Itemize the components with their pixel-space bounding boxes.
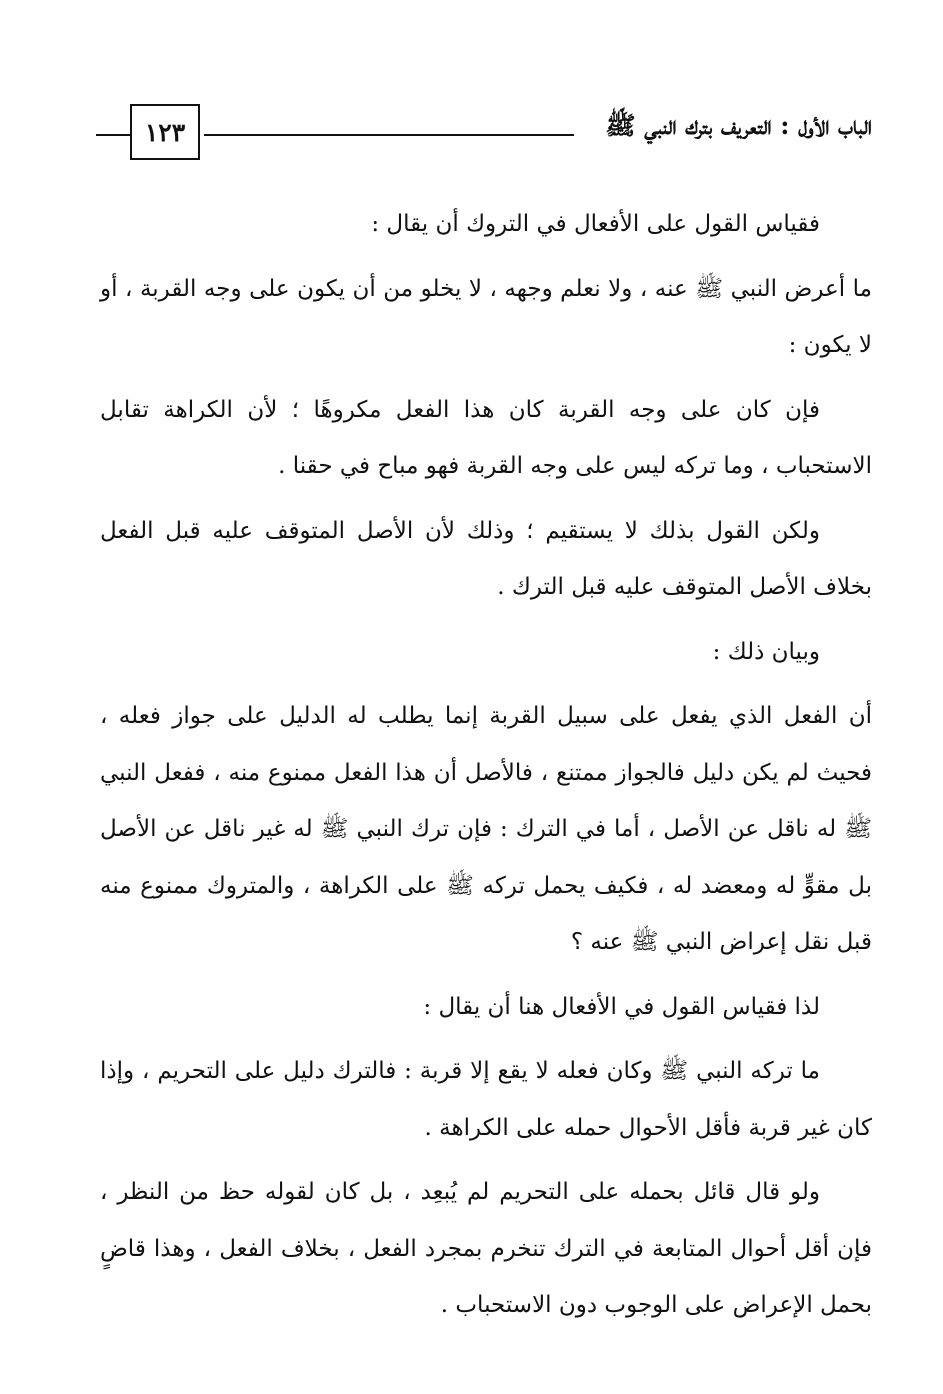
header-rule-left xyxy=(96,134,130,136)
paragraph: ولو قال قائل بحمله على التحريم لم يُبعِد ، بل كان لقوله حظ من النظر ، فإن أقل أحوال المتابعة في الترك تنخرم بمجرد الفعل ، بخلاف الفعل ، وهذا قاضٍ بحمل الإعراض على الوجوب دون الاستحباب . xyxy=(100,1179,872,1318)
body-text xyxy=(100,196,872,1342)
paragraph: ولكن القول بذلك لا يستقيم ؛ وذلك لأن الأصل المتوقف عليه قبل الفعل بخلاف الأصل المتوقف عليه قبل الترك . xyxy=(100,517,872,600)
paragraph: فقياس القول على الأفعال في التروك أن يقال : xyxy=(371,211,820,237)
paragraph: ما تركه النبي ﷺ وكان فعله لا يقع إلا قربة : فالترك دليل على التحريم ، وإذا كان غير قربة فأقل الأحوال حمله على الكراهة . xyxy=(100,1058,872,1141)
header-rule xyxy=(204,134,574,136)
paragraph: ما أعرض النبي ﷺ عنه ، ولا نعلم وجهه ، لا يخلو من أن يكون على وجه القربة ، أو لا يكون : xyxy=(100,275,872,358)
page-header xyxy=(96,98,872,166)
page-number: ١٢٣ xyxy=(130,104,200,160)
paragraph: وبيان ذلك : xyxy=(712,638,820,665)
paragraph: لذا فقياس القول في الأفعال هنا أن يقال : xyxy=(423,993,820,1020)
paragraph: فإن كان على وجه القربة كان هذا الفعل مكروهًا ؛ لأن الكراهة تقابل الاستحباب ، وما تركه ليس على وجه القربة فهو مباح في حقنا . xyxy=(100,396,872,479)
paragraph: أن الفعل الذي يفعل على سبيل القربة إنما يطلب له الدليل على جواز فعله ، فحيث لم يكن دليل فالجواز ممتنع ، فالأصل أن هذا الفعل ممنوع منه ، ففعل النبي ﷺ له ناقل عن الأصل ، أما في الترك : فإن ترك النبي ﷺ له غير ناقل عن الأصل بل مقوٍّ له ومعضد له ، فكيف يحمل تركه ﷺ على الكراهة ، والمتروك ممنوع منه قبل نقل إعراض النبي ﷺ عنه ؟ xyxy=(100,703,872,955)
chapter-title: الباب الأول : التعريف بترك النبي ﷺ xyxy=(605,111,872,140)
